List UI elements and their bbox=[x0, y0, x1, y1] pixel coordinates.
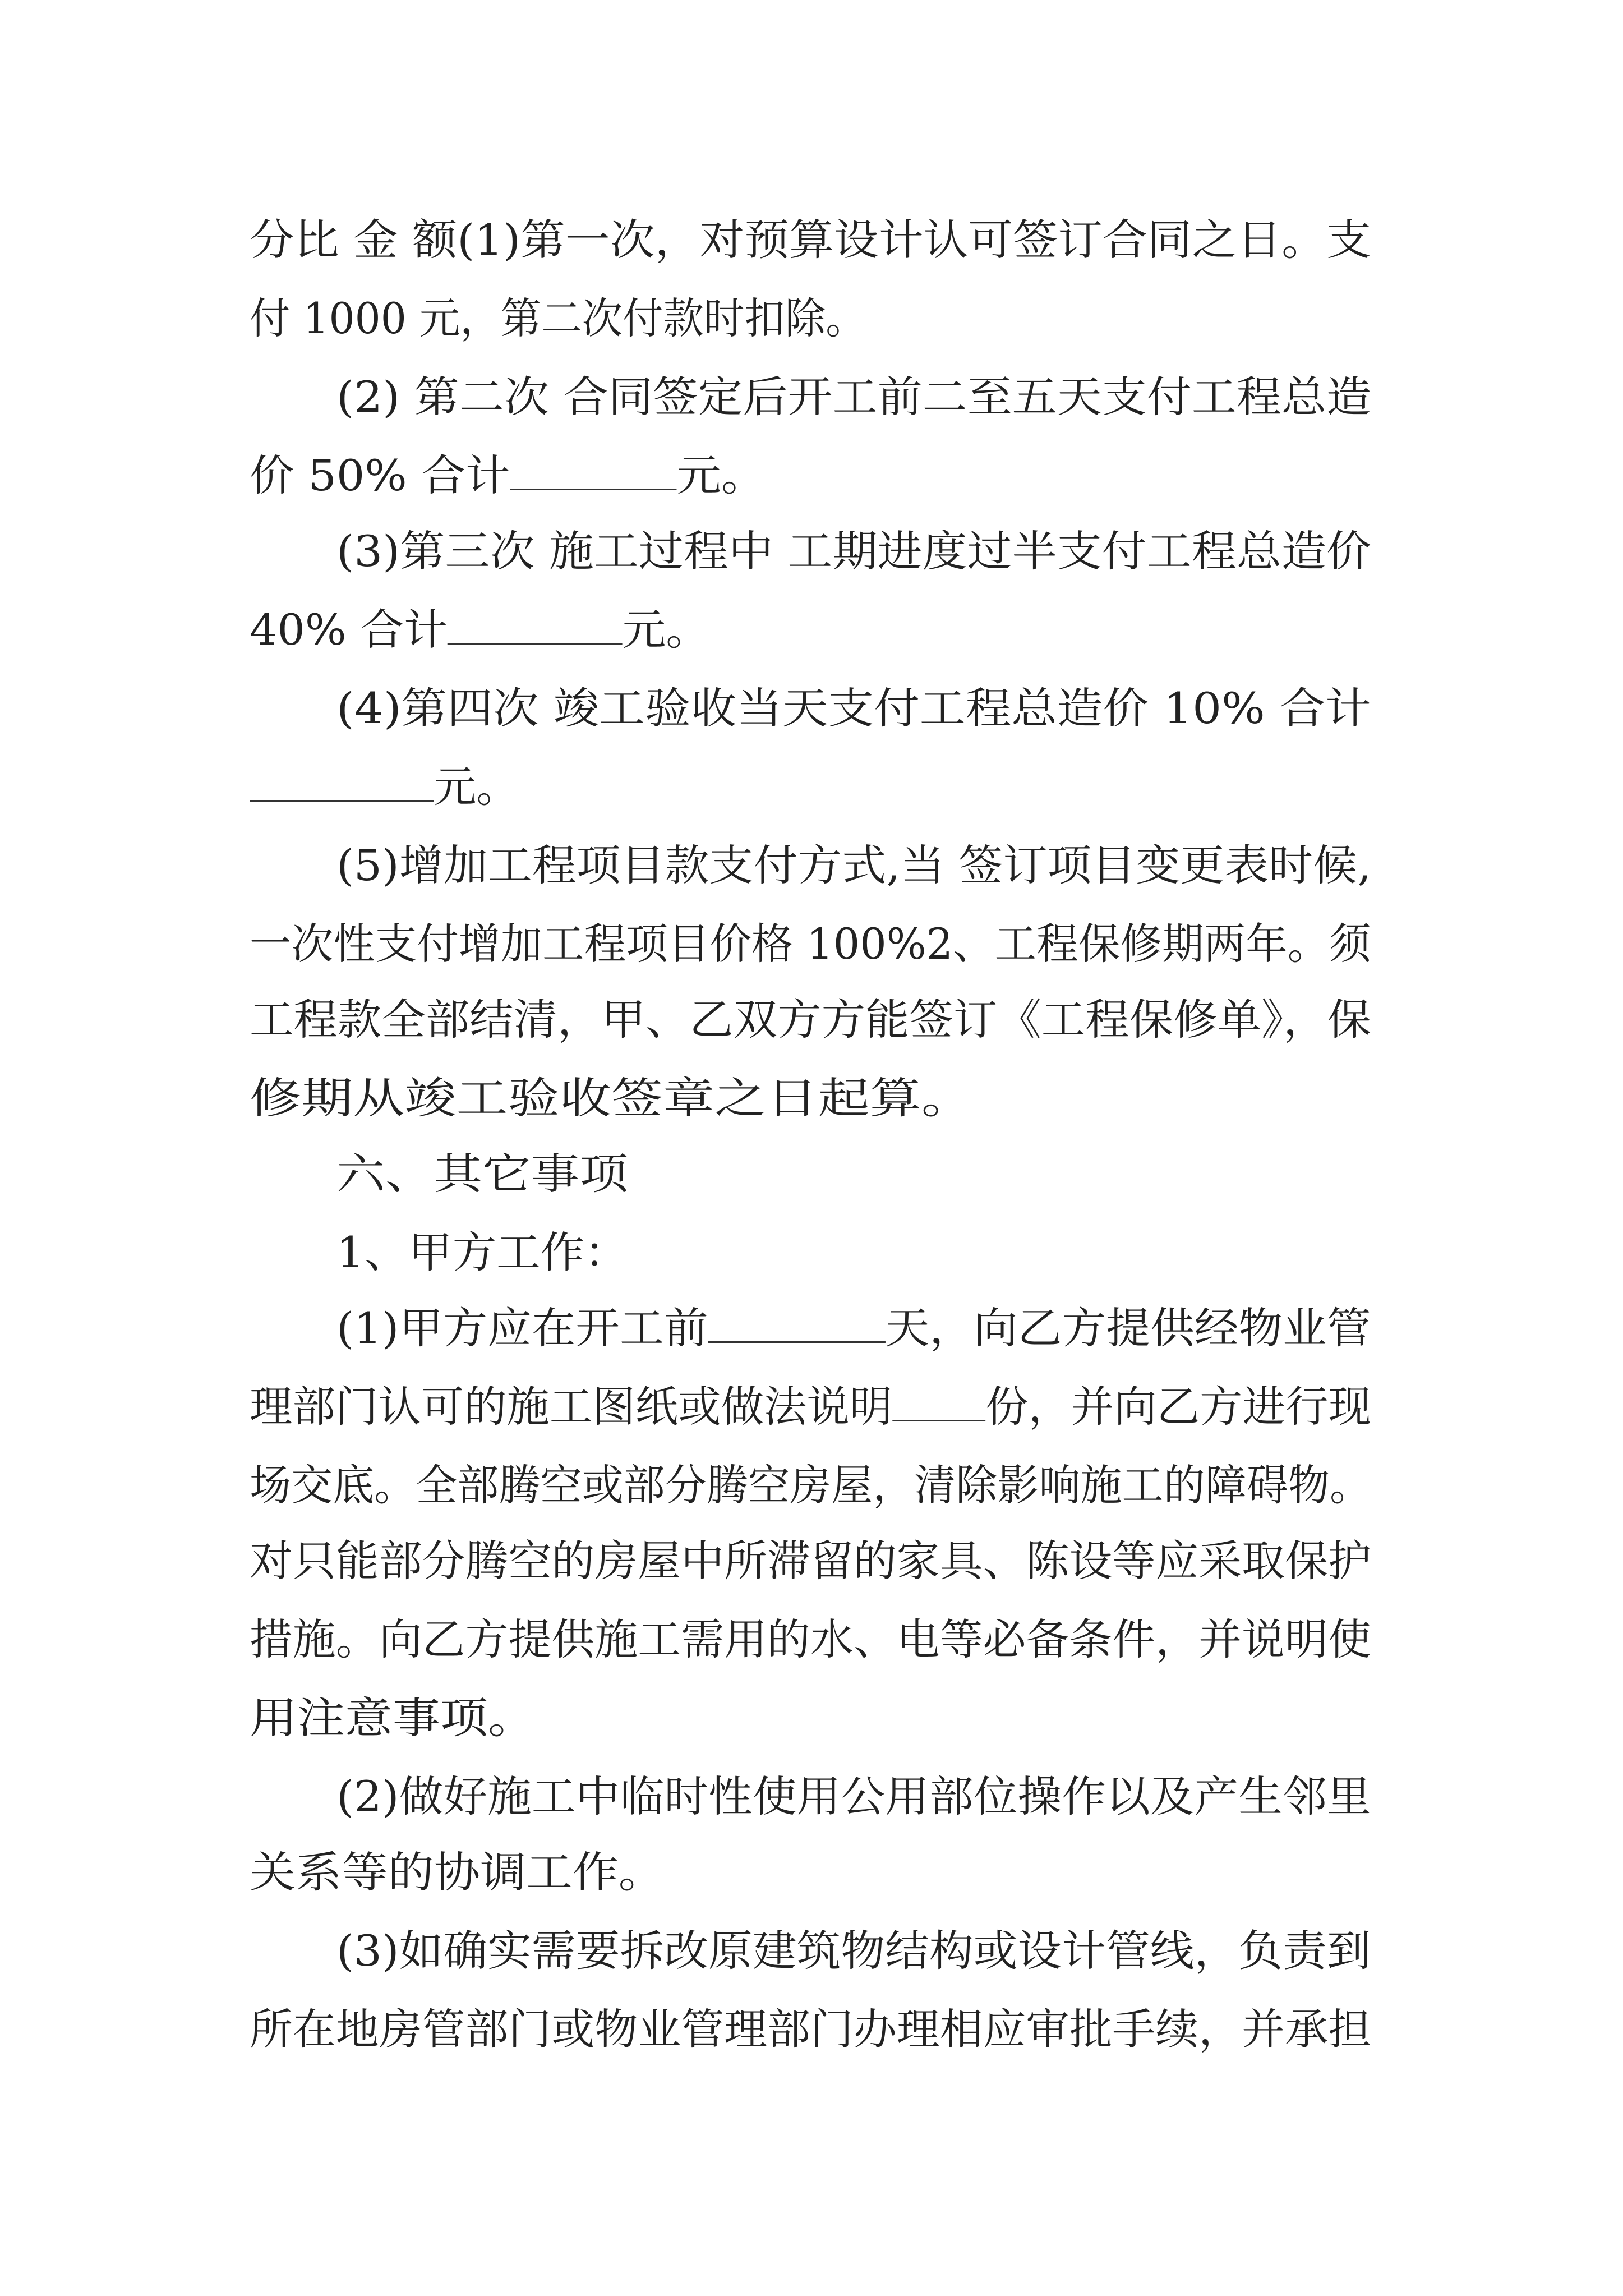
fill-in-blank bbox=[448, 604, 623, 645]
text-segment: 用注意事项。 bbox=[250, 1693, 536, 1743]
text-line bbox=[250, 1458, 1371, 1512]
text-line bbox=[250, 1691, 536, 1745]
fill-in-blank bbox=[892, 1381, 985, 1421]
text-line bbox=[336, 839, 1371, 892]
text-line bbox=[250, 449, 766, 503]
text-segment: 工程款全部结清，甲、乙双方方能签订《工程保修单》，保 bbox=[250, 995, 1372, 1045]
text-line bbox=[336, 1924, 1371, 1978]
fill-in-blank bbox=[250, 761, 434, 802]
text-line bbox=[250, 603, 709, 657]
fill-in-blank bbox=[708, 1302, 886, 1343]
text-line bbox=[250, 213, 1371, 267]
text-segment: (2) 第二次 合同签定后开工前二至五天支付工程总造 bbox=[336, 372, 1372, 422]
text-line bbox=[250, 2003, 1371, 2056]
text-line bbox=[336, 1226, 628, 1280]
text-segment: 所在地房管部门或物业管理部门办理相应审批手续，并承担 bbox=[250, 2004, 1371, 2054]
text-line bbox=[250, 917, 1371, 971]
text-segment: 分比 金 额(1)第一次，对预算设计认可签订合同之日。支 bbox=[250, 215, 1371, 265]
text-line bbox=[250, 993, 1371, 1047]
text-segment: 份，并向乙方进行现 bbox=[985, 1382, 1371, 1432]
text-segment: 40% 合计 bbox=[250, 605, 448, 655]
text-segment: 元。 bbox=[434, 762, 519, 812]
text-segment: 措施。向乙方提供施工需用的水、电等必备条件，并说明使 bbox=[250, 1614, 1371, 1664]
text-segment: 天，向乙方提供经物业管 bbox=[885, 1303, 1371, 1353]
fill-in-blank bbox=[510, 449, 676, 490]
text-segment: 元。 bbox=[676, 450, 766, 500]
text-segment: (5)增加工程项目款支付方式,当 签订项目变更表时候, bbox=[336, 840, 1372, 890]
text-segment: 场交底。全部腾空或部分腾空房屋，清除影响施工的障碍物。 bbox=[250, 1460, 1372, 1510]
text-segment: (3)如确实需要拆改原建筑物结构或设计管线，负责到 bbox=[336, 1926, 1371, 1976]
text-segment: 关系等的协调工作。 bbox=[250, 1847, 665, 1897]
text-line bbox=[250, 1071, 973, 1125]
text-line bbox=[336, 682, 1371, 735]
text-segment: 六、其它事项 bbox=[336, 1149, 629, 1199]
text-segment: (1)甲方应在开工前 bbox=[336, 1303, 708, 1353]
text-segment: (2)做好施工中临时性使用公用部位操作以及产生邻里 bbox=[336, 1772, 1371, 1821]
text-segment: (3)第三次 施工过程中 工期进度过半支付工程总造价 bbox=[336, 526, 1372, 576]
text-segment: 价 50% 合计 bbox=[250, 450, 510, 500]
text-line bbox=[336, 370, 1371, 424]
text-segment: 付 1000 元，第二次付款时扣除。 bbox=[250, 293, 866, 343]
text-line bbox=[250, 1534, 1371, 1588]
text-segment: 理部门认可的施工图纸或做法说明 bbox=[250, 1382, 893, 1432]
text-segment: 一次性支付增加工程项目价格 100%2、工程保修期两年。须 bbox=[250, 919, 1371, 969]
text-segment: 元。 bbox=[622, 605, 710, 655]
text-line bbox=[250, 1613, 1371, 1667]
text-line bbox=[336, 524, 1371, 578]
text-line bbox=[250, 292, 866, 346]
text-line bbox=[336, 1301, 1371, 1355]
text-line bbox=[250, 1846, 665, 1899]
text-segment: 1、甲方工作： bbox=[336, 1227, 629, 1277]
text-line bbox=[336, 1770, 1371, 1824]
text-segment: 对只能部分腾空的房屋中所滞留的家具、陈设等应采取保护 bbox=[250, 1536, 1371, 1586]
text-line bbox=[250, 1380, 1371, 1434]
text-line bbox=[250, 760, 519, 814]
text-segment: 修期从竣工验收签章之日起算。 bbox=[250, 1073, 973, 1123]
text-line bbox=[336, 1147, 628, 1201]
text-segment: (4)第四次 竣工验收当天支付工程总造价 10% 合计 bbox=[336, 683, 1371, 733]
